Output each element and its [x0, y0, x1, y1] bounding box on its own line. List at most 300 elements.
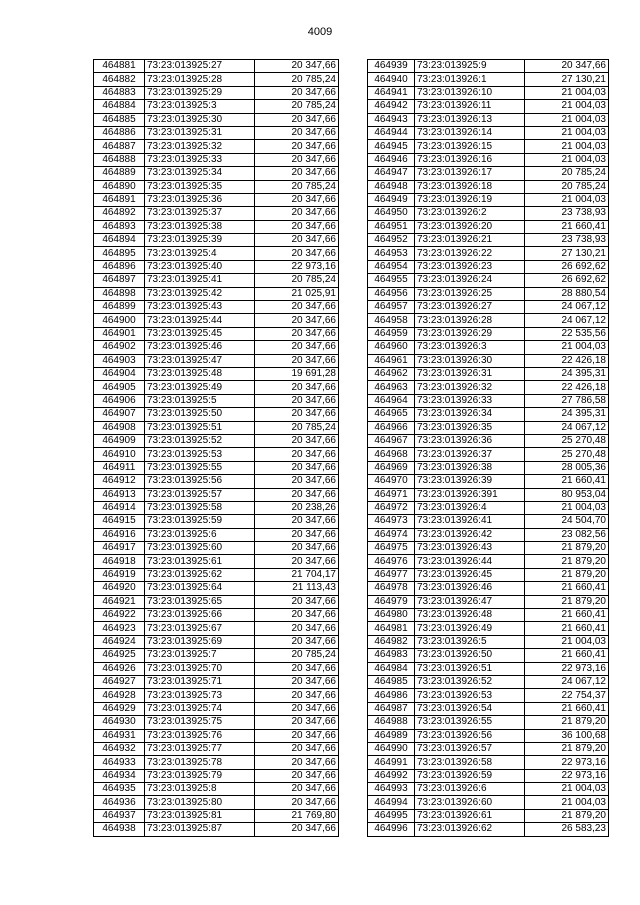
- record-number-cell: 464967: [368, 434, 415, 447]
- value-cell: 20 347,66: [255, 153, 339, 166]
- record-number-cell: 464940: [368, 73, 415, 86]
- value-cell: 21 769,80: [255, 809, 339, 822]
- cadastral-number-cell: 73:23:013926:48: [415, 609, 525, 622]
- table-row: [368, 140, 609, 153]
- record-number-cell: 464906: [94, 394, 145, 407]
- record-number-cell: 464950: [368, 207, 415, 220]
- value-cell: 20 347,66: [255, 729, 339, 742]
- value-cell: 20 347,66: [255, 609, 339, 622]
- record-number-cell: 464896: [94, 260, 145, 273]
- table-row: [94, 582, 339, 595]
- cadastral-number-cell: 73:23:013925:73: [145, 689, 255, 702]
- value-cell: 20 347,66: [255, 716, 339, 729]
- cadastral-number-cell: 73:23:013925:87: [145, 823, 255, 836]
- value-cell: 21 879,20: [525, 716, 609, 729]
- value-cell: 20 347,66: [255, 113, 339, 126]
- value-cell: 20 347,66: [255, 488, 339, 501]
- record-number-cell: 464913: [94, 488, 145, 501]
- record-number-cell: 464887: [94, 140, 145, 153]
- record-number-cell: 464978: [368, 582, 415, 595]
- value-cell: 36 100,68: [525, 729, 609, 742]
- table-row: [368, 367, 609, 380]
- record-number-cell: 464944: [368, 126, 415, 139]
- value-cell: 20 347,66: [255, 381, 339, 394]
- value-cell: 24 067,12: [525, 314, 609, 327]
- cadastral-number-cell: 73:23:013925:62: [145, 568, 255, 581]
- table-row: [368, 742, 609, 755]
- cadastral-number-cell: 73:23:013925:40: [145, 260, 255, 273]
- record-number-cell: 464920: [94, 582, 145, 595]
- table-row: [94, 528, 339, 541]
- cadastral-number-cell: 73:23:013926:27: [415, 301, 525, 314]
- value-cell: 21 004,03: [525, 501, 609, 514]
- cadastral-number-cell: 73:23:013926:10: [415, 86, 525, 99]
- record-number-cell: 464926: [94, 662, 145, 675]
- table-row: [368, 675, 609, 688]
- cadastral-number-cell: 73:23:013925:5: [145, 394, 255, 407]
- value-cell: 20 785,24: [525, 180, 609, 193]
- cadastral-number-cell: 73:23:013925:48: [145, 367, 255, 380]
- cadastral-number-cell: 73:23:013925:7: [145, 649, 255, 662]
- record-number-cell: 464923: [94, 622, 145, 635]
- cadastral-number-cell: 73:23:013926:17: [415, 167, 525, 180]
- value-cell: 21 660,41: [525, 622, 609, 635]
- cadastral-number-cell: 73:23:013925:8: [145, 783, 255, 796]
- cadastral-number-cell: 73:23:013926:39: [415, 475, 525, 488]
- table-row: [94, 555, 339, 568]
- cadastral-number-cell: 73:23:013925:36: [145, 193, 255, 206]
- table-row: [368, 113, 609, 126]
- value-cell: 21 660,41: [525, 649, 609, 662]
- table-row: [368, 609, 609, 622]
- table-row: [368, 234, 609, 247]
- record-number-cell: 464946: [368, 153, 415, 166]
- registry-table-right: [367, 59, 609, 837]
- value-cell: 24 395,31: [525, 408, 609, 421]
- value-cell: 25 270,48: [525, 448, 609, 461]
- table-row: [368, 475, 609, 488]
- value-cell: 20 347,66: [255, 675, 339, 688]
- value-cell: 20 347,66: [255, 126, 339, 139]
- table-row: [368, 448, 609, 461]
- cadastral-number-cell: 73:23:013926:30: [415, 354, 525, 367]
- record-number-cell: 464899: [94, 301, 145, 314]
- value-cell: 20 347,66: [255, 823, 339, 836]
- record-number-cell: 464943: [368, 113, 415, 126]
- record-number-cell: 464973: [368, 515, 415, 528]
- table-row: [368, 287, 609, 300]
- value-cell: 26 692,62: [525, 274, 609, 287]
- value-cell: 21 879,20: [525, 555, 609, 568]
- record-number-cell: 464903: [94, 354, 145, 367]
- registry-table-right-body: [368, 60, 609, 837]
- value-cell: 24 067,12: [525, 301, 609, 314]
- table-row: [94, 126, 339, 139]
- cadastral-number-cell: 73:23:013925:49: [145, 381, 255, 394]
- record-number-cell: 464927: [94, 675, 145, 688]
- record-number-cell: 464932: [94, 742, 145, 755]
- cadastral-number-cell: 73:23:013926:55: [415, 716, 525, 729]
- record-number-cell: 464988: [368, 716, 415, 729]
- table-row: [94, 689, 339, 702]
- value-cell: 21 004,03: [525, 113, 609, 126]
- cadastral-number-cell: 73:23:013926:45: [415, 568, 525, 581]
- record-number-cell: 464884: [94, 100, 145, 113]
- page-number: 4009: [307, 26, 333, 38]
- value-cell: 20 347,66: [255, 301, 339, 314]
- cadastral-number-cell: 73:23:013926:18: [415, 180, 525, 193]
- cadastral-number-cell: 73:23:013926:1: [415, 73, 525, 86]
- record-number-cell: 464962: [368, 367, 415, 380]
- value-cell: 22 754,37: [525, 689, 609, 702]
- table-row: [368, 314, 609, 327]
- table-row: [368, 528, 609, 541]
- record-number-cell: 464948: [368, 180, 415, 193]
- record-number-cell: 464886: [94, 126, 145, 139]
- cadastral-number-cell: 73:23:013925:57: [145, 488, 255, 501]
- cadastral-number-cell: 73:23:013926:23: [415, 260, 525, 273]
- cadastral-number-cell: 73:23:013925:38: [145, 220, 255, 233]
- registry-table-left: [93, 59, 339, 837]
- record-number-cell: 464897: [94, 274, 145, 287]
- table-row: [368, 756, 609, 769]
- value-cell: 20 347,66: [255, 220, 339, 233]
- cadastral-number-cell: 73:23:013925:42: [145, 287, 255, 300]
- record-number-cell: 464961: [368, 354, 415, 367]
- cadastral-number-cell: 73:23:013925:60: [145, 542, 255, 555]
- cadastral-number-cell: 73:23:013926:37: [415, 448, 525, 461]
- value-cell: 20 785,24: [255, 421, 339, 434]
- value-cell: 20 347,66: [255, 662, 339, 675]
- value-cell: 21 004,03: [525, 86, 609, 99]
- cadastral-number-cell: 73:23:013926:50: [415, 649, 525, 662]
- table-row: [94, 635, 339, 648]
- table-row: [368, 622, 609, 635]
- cadastral-number-cell: 73:23:013925:46: [145, 341, 255, 354]
- table-row: [94, 434, 339, 447]
- table-row: [94, 488, 339, 501]
- value-cell: 20 347,66: [255, 622, 339, 635]
- cadastral-number-cell: 73:23:013926:4: [415, 501, 525, 514]
- table-row: [94, 501, 339, 514]
- value-cell: 21 660,41: [525, 702, 609, 715]
- record-number-cell: 464915: [94, 515, 145, 528]
- value-cell: 20 347,66: [255, 247, 339, 260]
- table-row: [368, 408, 609, 421]
- record-number-cell: 464995: [368, 809, 415, 822]
- record-number-cell: 464960: [368, 341, 415, 354]
- cadastral-number-cell: 73:23:013925:75: [145, 716, 255, 729]
- record-number-cell: 464942: [368, 100, 415, 113]
- value-cell: 20 347,66: [255, 234, 339, 247]
- cadastral-number-cell: 73:23:013925:61: [145, 555, 255, 568]
- table-row: [94, 408, 339, 421]
- value-cell: 26 692,62: [525, 260, 609, 273]
- value-cell: 20 238,26: [255, 501, 339, 514]
- record-number-cell: 464929: [94, 702, 145, 715]
- table-row: [94, 207, 339, 220]
- table-row: [368, 100, 609, 113]
- value-cell: 27 786,58: [525, 394, 609, 407]
- value-cell: 24 067,12: [525, 675, 609, 688]
- record-number-cell: 464966: [368, 421, 415, 434]
- value-cell: 21 879,20: [525, 568, 609, 581]
- table-row: [94, 675, 339, 688]
- table-row: [368, 327, 609, 340]
- record-number-cell: 464968: [368, 448, 415, 461]
- record-number-cell: 464957: [368, 301, 415, 314]
- table-row: [368, 434, 609, 447]
- cadastral-number-cell: 73:23:013925:43: [145, 301, 255, 314]
- table-row: [368, 301, 609, 314]
- record-number-cell: 464889: [94, 167, 145, 180]
- record-number-cell: 464949: [368, 193, 415, 206]
- cadastral-number-cell: 73:23:013926:35: [415, 421, 525, 434]
- value-cell: 21 879,20: [525, 742, 609, 755]
- table-row: [368, 354, 609, 367]
- record-number-cell: 464986: [368, 689, 415, 702]
- value-cell: 21 004,03: [525, 140, 609, 153]
- value-cell: 20 347,66: [255, 408, 339, 421]
- cadastral-number-cell: 73:23:013925:52: [145, 434, 255, 447]
- table-row: [94, 234, 339, 247]
- record-number-cell: 464901: [94, 327, 145, 340]
- record-number-cell: 464912: [94, 475, 145, 488]
- value-cell: 20 347,66: [525, 60, 609, 73]
- table-row: [368, 542, 609, 555]
- table-row: [94, 823, 339, 836]
- cadastral-number-cell: 73:23:013925:59: [145, 515, 255, 528]
- cadastral-number-cell: 73:23:013926:54: [415, 702, 525, 715]
- cadastral-number-cell: 73:23:013926:22: [415, 247, 525, 260]
- table-row: [368, 501, 609, 514]
- table-row: [94, 73, 339, 86]
- cadastral-number-cell: 73:23:013925:71: [145, 675, 255, 688]
- record-number-cell: 464980: [368, 609, 415, 622]
- value-cell: 20 347,66: [255, 475, 339, 488]
- table-row: [94, 742, 339, 755]
- table-row: [368, 153, 609, 166]
- table-row: [368, 689, 609, 702]
- record-number-cell: 464924: [94, 635, 145, 648]
- record-number-cell: 464954: [368, 260, 415, 273]
- record-number-cell: 464994: [368, 796, 415, 809]
- table-row: [94, 809, 339, 822]
- value-cell: 20 347,66: [255, 742, 339, 755]
- value-cell: 20 347,66: [255, 635, 339, 648]
- cadastral-number-cell: 73:23:013925:29: [145, 86, 255, 99]
- record-number-cell: 464982: [368, 635, 415, 648]
- cadastral-number-cell: 73:23:013925:47: [145, 354, 255, 367]
- record-number-cell: 464941: [368, 86, 415, 99]
- table-row: [368, 823, 609, 836]
- record-number-cell: 464918: [94, 555, 145, 568]
- record-number-cell: 464890: [94, 180, 145, 193]
- table-row: [368, 193, 609, 206]
- cadastral-number-cell: 73:23:013925:58: [145, 501, 255, 514]
- cadastral-number-cell: 73:23:013925:4: [145, 247, 255, 260]
- record-number-cell: 464970: [368, 475, 415, 488]
- cadastral-number-cell: 73:23:013925:80: [145, 796, 255, 809]
- cadastral-number-cell: 73:23:013925:67: [145, 622, 255, 635]
- value-cell: 20 347,66: [255, 528, 339, 541]
- value-cell: 23 738,93: [525, 207, 609, 220]
- cadastral-number-cell: 73:23:013925:30: [145, 113, 255, 126]
- cadastral-number-cell: 73:23:013925:55: [145, 461, 255, 474]
- value-cell: 20 347,66: [255, 193, 339, 206]
- record-number-cell: 464992: [368, 769, 415, 782]
- value-cell: 20 785,24: [255, 649, 339, 662]
- record-number-cell: 464916: [94, 528, 145, 541]
- record-number-cell: 464883: [94, 86, 145, 99]
- cadastral-number-cell: 73:23:013926:52: [415, 675, 525, 688]
- table-row: [368, 796, 609, 809]
- value-cell: 21 660,41: [525, 582, 609, 595]
- record-number-cell: 464931: [94, 729, 145, 742]
- table-row: [94, 475, 339, 488]
- record-number-cell: 464933: [94, 756, 145, 769]
- table-row: [368, 60, 609, 73]
- record-number-cell: 464914: [94, 501, 145, 514]
- table-row: [94, 327, 339, 340]
- value-cell: 20 347,66: [255, 461, 339, 474]
- table-row: [94, 60, 339, 73]
- record-number-cell: 464909: [94, 434, 145, 447]
- value-cell: 20 347,66: [255, 140, 339, 153]
- cadastral-number-cell: 73:23:013925:66: [145, 609, 255, 622]
- value-cell: 20 785,24: [255, 274, 339, 287]
- record-number-cell: 464925: [94, 649, 145, 662]
- table-row: [94, 274, 339, 287]
- cadastral-number-cell: 73:23:013926:5: [415, 635, 525, 648]
- table-row: [368, 716, 609, 729]
- record-number-cell: 464976: [368, 555, 415, 568]
- cadastral-number-cell: 73:23:013925:65: [145, 595, 255, 608]
- record-number-cell: 464956: [368, 287, 415, 300]
- record-number-cell: 464934: [94, 769, 145, 782]
- record-number-cell: 464910: [94, 448, 145, 461]
- record-number-cell: 464939: [368, 60, 415, 73]
- record-number-cell: 464974: [368, 528, 415, 541]
- value-cell: 20 347,66: [255, 555, 339, 568]
- table-row: [368, 595, 609, 608]
- value-cell: 23 738,93: [525, 234, 609, 247]
- record-number-cell: 464977: [368, 568, 415, 581]
- cadastral-number-cell: 73:23:013925:50: [145, 408, 255, 421]
- cadastral-number-cell: 73:23:013926:14: [415, 126, 525, 139]
- record-number-cell: 464951: [368, 220, 415, 233]
- value-cell: 21 879,20: [525, 542, 609, 555]
- record-number-cell: 464938: [94, 823, 145, 836]
- record-number-cell: 464935: [94, 783, 145, 796]
- table-row: [368, 180, 609, 193]
- value-cell: 21 004,03: [525, 635, 609, 648]
- table-row: [368, 421, 609, 434]
- record-number-cell: 464952: [368, 234, 415, 247]
- value-cell: 25 270,48: [525, 434, 609, 447]
- value-cell: 28 880,54: [525, 287, 609, 300]
- record-number-cell: 464984: [368, 662, 415, 675]
- cadastral-number-cell: 73:23:013925:35: [145, 180, 255, 193]
- record-number-cell: 464881: [94, 60, 145, 73]
- value-cell: 80 953,04: [525, 488, 609, 501]
- table-row: [94, 595, 339, 608]
- value-cell: 20 347,66: [255, 783, 339, 796]
- cadastral-number-cell: 73:23:013926:21: [415, 234, 525, 247]
- value-cell: 20 347,66: [255, 796, 339, 809]
- cadastral-number-cell: 73:23:013925:31: [145, 126, 255, 139]
- table-row: [94, 341, 339, 354]
- cadastral-number-cell: 73:23:013926:24: [415, 274, 525, 287]
- record-number-cell: 464947: [368, 167, 415, 180]
- value-cell: 22 973,16: [255, 260, 339, 273]
- record-number-cell: 464895: [94, 247, 145, 260]
- table-row: [94, 702, 339, 715]
- record-number-cell: 464936: [94, 796, 145, 809]
- record-number-cell: 464900: [94, 314, 145, 327]
- value-cell: 21 004,03: [525, 100, 609, 113]
- record-number-cell: 464928: [94, 689, 145, 702]
- table-row: [94, 301, 339, 314]
- record-number-cell: 464904: [94, 367, 145, 380]
- cadastral-number-cell: 73:23:013925:70: [145, 662, 255, 675]
- table-row: [368, 515, 609, 528]
- table-row: [368, 274, 609, 287]
- value-cell: 27 130,21: [525, 247, 609, 260]
- table-row: [94, 662, 339, 675]
- value-cell: 21 004,03: [525, 341, 609, 354]
- record-number-cell: 464891: [94, 193, 145, 206]
- table-row: [94, 220, 339, 233]
- cadastral-number-cell: 73:23:013925:45: [145, 327, 255, 340]
- table-row: [94, 729, 339, 742]
- cadastral-number-cell: 73:23:013925:51: [145, 421, 255, 434]
- table-row: [94, 247, 339, 260]
- record-number-cell: 464993: [368, 783, 415, 796]
- table-row: [94, 381, 339, 394]
- cadastral-number-cell: 73:23:013925:64: [145, 582, 255, 595]
- table-row: [368, 488, 609, 501]
- cadastral-number-cell: 73:23:013926:41: [415, 515, 525, 528]
- cadastral-number-cell: 73:23:013926:11: [415, 100, 525, 113]
- value-cell: 20 347,66: [255, 448, 339, 461]
- table-row: [94, 461, 339, 474]
- cadastral-number-cell: 73:23:013925:3: [145, 100, 255, 113]
- table-row: [368, 555, 609, 568]
- value-cell: 26 583,23: [525, 823, 609, 836]
- table-row: [368, 649, 609, 662]
- cadastral-number-cell: 73:23:013926:38: [415, 461, 525, 474]
- record-number-cell: 464965: [368, 408, 415, 421]
- table-row: [94, 756, 339, 769]
- table-row: [368, 461, 609, 474]
- cadastral-number-cell: 73:23:013926:47: [415, 595, 525, 608]
- value-cell: 20 347,66: [255, 515, 339, 528]
- table-row: [94, 448, 339, 461]
- value-cell: 20 347,66: [255, 689, 339, 702]
- cadastral-number-cell: 73:23:013926:56: [415, 729, 525, 742]
- table-row: [94, 140, 339, 153]
- value-cell: 20 785,24: [525, 167, 609, 180]
- record-number-cell: 464917: [94, 542, 145, 555]
- cadastral-number-cell: 73:23:013925:81: [145, 809, 255, 822]
- registry-table-left-body: [94, 60, 339, 837]
- record-number-cell: 464990: [368, 742, 415, 755]
- table-row: [368, 783, 609, 796]
- value-cell: 20 785,24: [255, 73, 339, 86]
- cadastral-number-cell: 73:23:013926:3: [415, 341, 525, 354]
- table-row: [94, 287, 339, 300]
